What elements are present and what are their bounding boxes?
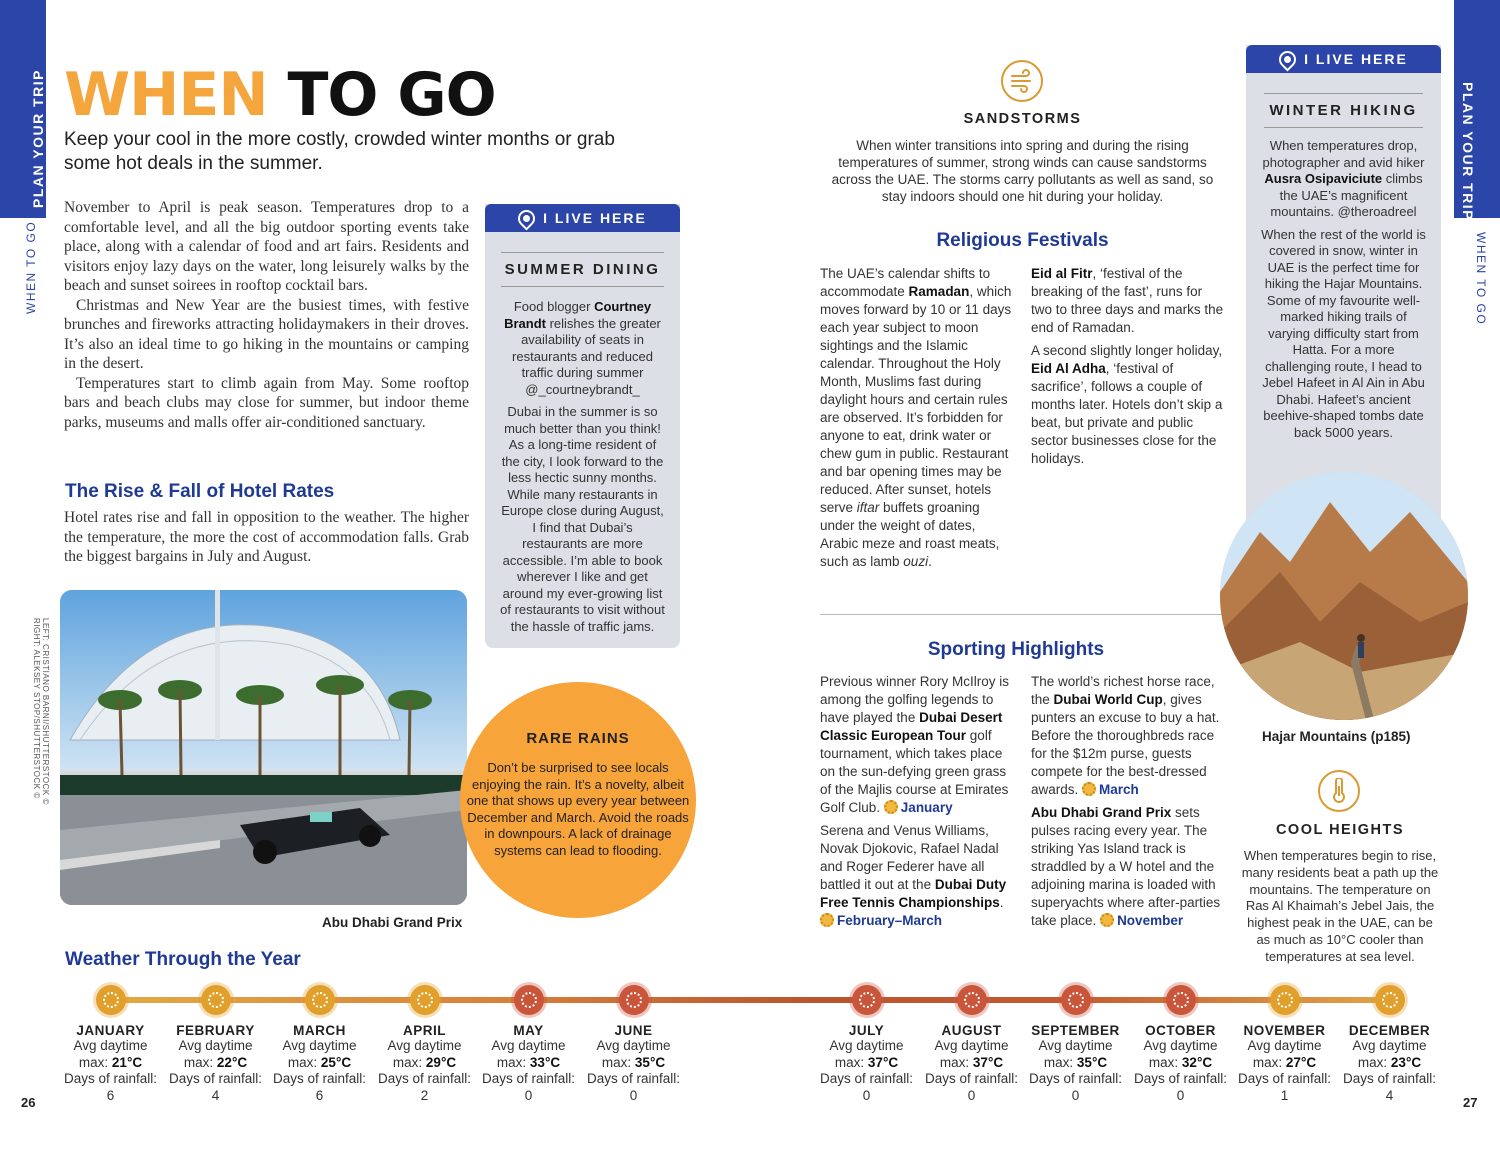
- sun-icon: [1375, 985, 1405, 1015]
- summer-box-quote: Dubai in the summer is so much better than you think! As a long-time resident of the city, I look forward to the less hectic sunny months. While many restaurants in Europe close during August, I find that Dubai’s restaurants are more accessible. I’m able to book wherever I like and get around my ever-growing list of restaurants to visit without the hassle of traffic jams.: [500, 404, 665, 634]
- sun-icon: [96, 985, 126, 1015]
- rainfall-days: 0: [862, 1087, 871, 1103]
- rainfall-label: Days of rainfall:: [586, 1071, 681, 1086]
- month-name: NOVEMBER: [1243, 1023, 1326, 1038]
- hajar-mountains-photo: [1220, 472, 1468, 720]
- avg-daytime-label: Avg daytime: [596, 1038, 671, 1053]
- rainfall-days: 0: [524, 1087, 533, 1103]
- sporting-column-2: The world’s richest horse race, the Dubai World Cup, gives punters an excuse to buy a hat. Before the thoroughbreds race for the $12m purse, guests compete for the best-dressed awards. March Abu Dhabi Grand Prix sets pulses racing every year. The striking Yas Island track is straddled by a W hotel and the adjoining marina is loaded with superyachts where after-parties take place. November: [1031, 674, 1221, 928]
- photo-credit-right: RIGHT: ALEKSEY STOP/SHUTTERSTOCK ©: [32, 618, 41, 799]
- sandstorm-icon: [1001, 60, 1043, 102]
- rainfall-days: 6: [315, 1087, 324, 1103]
- location-pin-icon: [515, 206, 539, 230]
- month-name: JUNE: [614, 1023, 653, 1038]
- max-temp: max: 27°C: [1252, 1054, 1317, 1070]
- weather-month: [58, 985, 163, 1104]
- sun-icon: [820, 913, 834, 927]
- sun-icon: [1166, 985, 1196, 1015]
- hike-caption: Hajar Mountains (p185): [1262, 729, 1411, 744]
- month-name: AUGUST: [941, 1023, 1002, 1038]
- body-paragraph-1: November to April is peak season. Temperatures drop to a comfortable level, and all the big outdoor sporting events take place, along with a calendar of food and art fairs. Residents and visitors enjoy lazy days on the water, long leisurely walks by the beach and sunset soirees in rooftop cocktail bars.: [64, 199, 469, 294]
- avg-daytime-label: Avg daytime: [1038, 1038, 1113, 1053]
- summer-dining-box: [485, 204, 680, 648]
- max-temp: max: 32°C: [1148, 1054, 1213, 1070]
- month-name: MARCH: [293, 1023, 346, 1038]
- winter-box-title: WINTER HIKING: [1264, 93, 1423, 128]
- rainfall-days: 1: [1280, 1087, 1289, 1103]
- sun-icon: [305, 985, 335, 1015]
- month-name: APRIL: [403, 1023, 446, 1038]
- weather-month: [919, 985, 1024, 1104]
- sun-icon: [1082, 782, 1096, 796]
- page-number-left: 26: [21, 1095, 36, 1110]
- grand-prix-photo: [60, 590, 467, 905]
- weather-month: [1128, 985, 1233, 1104]
- avg-daytime-label: Avg daytime: [178, 1038, 253, 1053]
- sun-icon: [619, 985, 649, 1015]
- rainfall-label: Days of rainfall:: [1133, 1071, 1228, 1086]
- event-date: November: [1117, 913, 1184, 928]
- sun-icon: [957, 985, 987, 1015]
- summer-box-header: [485, 204, 680, 232]
- sun-icon: [1100, 913, 1114, 927]
- rainfall-label: Days of rainfall:: [63, 1071, 158, 1086]
- rainfall-label: Days of rainfall:: [168, 1071, 263, 1086]
- rainfall-label: Days of rainfall:: [272, 1071, 367, 1086]
- month-name: MAY: [513, 1023, 544, 1038]
- religious-column-2: Eid al Fitr, ‘festival of the breaking of the fast’, runs for two to three days and marks the end of Ramadan. A second slightly longer holiday, Eid Al Adha, ‘festival of sacrifice’, follows a couple of months later. Hotels don’t skip a beat, but private and public sector businesses close for the holidays.: [1031, 266, 1224, 466]
- rainfall-label: Days of rainfall:: [377, 1071, 472, 1086]
- right-tab-label: PLAN YOUR TRIP: [1460, 82, 1476, 221]
- rainfall-label: Days of rainfall:: [1237, 1071, 1332, 1086]
- sun-icon: [201, 985, 231, 1015]
- summer-box-header-label: I LIVE HERE: [543, 210, 647, 226]
- weather-month: [814, 985, 919, 1104]
- cool-heights-title: COOL HEIGHTS: [1275, 822, 1405, 838]
- location-pin-icon: [1276, 47, 1300, 71]
- month-name: OCTOBER: [1145, 1023, 1216, 1038]
- sun-icon: [884, 800, 898, 814]
- max-temp: max: 25°C: [287, 1054, 352, 1070]
- section-divider: [820, 614, 1225, 615]
- summer-box-title: SUMMER DINING: [501, 252, 664, 287]
- max-temp: max: 35°C: [1043, 1054, 1108, 1070]
- winter-box-text: When temperatures drop, photographer and avid hiker Ausra Osipaviciute climbs the UAE’s magnificent mountains. @theroadreel When the rest of the world is covered in snow, winter in UAE is the perfect time for hiking the Hajar Mountains. Some of my favourite well-marked hiking trails of varying difficulty start from Hatta. For a more challenging route, I head to Jebel Hafeet in Al Ain in Abu Dhabi. Hafeet’s ancient beehive-shaped tombs date back 5000 years.: [1246, 128, 1441, 441]
- rainfall-days: 0: [1176, 1087, 1185, 1103]
- page-title-to-go: TO GO: [287, 60, 496, 130]
- rainfall-days: 6: [106, 1087, 115, 1103]
- thermometer-icon: [1318, 770, 1360, 812]
- page-number-right: 27: [1463, 1095, 1478, 1110]
- right-tab-sublabel: WHEN TO GO: [1474, 232, 1488, 326]
- avg-daytime-label: Avg daytime: [1247, 1038, 1322, 1053]
- month-name: SEPTEMBER: [1031, 1023, 1120, 1038]
- event-date: March: [1099, 782, 1139, 797]
- max-temp: max: 29°C: [392, 1054, 457, 1070]
- weather-month: [581, 985, 686, 1104]
- summer-box-text: Food blogger Courtney Brandt relishes the greater availability of seats in restaurants and reduced traffic during summer @_courtneybrandt_ Dubai in the summer is so much better than you think! As a long-time resident of the city, I look forward to the less hectic sunny months. While many restaurants in Europe close during August, I find that Dubai’s restaurants are more accessible. I’m able to book wherever I like and get around my ever-growing list of restaurants to visit without the hassle of traffic jams.: [500, 299, 665, 634]
- sun-icon: [514, 985, 544, 1015]
- rare-rains-title: RARE RAINS: [526, 730, 630, 747]
- body-paragraph-2: Christmas and New Year are the busiest times, with festive brunches and fireworks attracting holidaymakers in their droves. It’s also an ideal time to go hiking in the mountains or camping in the desert.: [64, 296, 469, 372]
- event-date: January: [900, 800, 953, 815]
- month-name: DECEMBER: [1348, 1023, 1431, 1038]
- rainfall-days: 4: [1385, 1087, 1394, 1103]
- weather-month: [1232, 985, 1337, 1104]
- sandstorms-title: SANDSTORMS: [963, 111, 1082, 127]
- weather-month: [372, 985, 477, 1104]
- winter-box-header: [1246, 45, 1441, 73]
- body-text: [64, 198, 469, 432]
- sun-icon: [410, 985, 440, 1015]
- avg-daytime-label: Avg daytime: [829, 1038, 904, 1053]
- rainfall-days: 0: [629, 1087, 638, 1103]
- avg-daytime-label: Avg daytime: [282, 1038, 357, 1053]
- month-name: FEBRUARY: [176, 1023, 255, 1038]
- month-name: JANUARY: [76, 1023, 145, 1038]
- body-paragraph-3: Temperatures start to climb again from May. Some rooftop bars and beach clubs may close for summer, but indoor theme parks, museums and malls offer air-conditioned sanctuary.: [64, 374, 469, 431]
- month-name: JULY: [848, 1023, 885, 1038]
- avg-daytime-label: Avg daytime: [387, 1038, 462, 1053]
- winter-box-quote: When the rest of the world is covered in snow, winter in UAE is the perfect time for hiking the Hajar Mountains. Some of my favourite well-marked hiking trails of varying difficulty start from Hatta. For a more challenging route, I head to Jebel Hafeet in Al Ain in Abu Dhabi. Hafeet’s ancient beehive-shaped tombs date back 5000 years.: [1261, 226, 1426, 440]
- weather-month: [163, 985, 268, 1104]
- rainfall-label: Days of rainfall:: [1342, 1071, 1437, 1086]
- blogger-name: Courtney Brandt: [504, 299, 652, 331]
- max-temp: max: 37°C: [834, 1054, 899, 1070]
- rare-rains-callout: [460, 682, 696, 918]
- religious-column-1: The UAE’s calendar shifts to accommodate Ramadan, which moves forward by 10 or 11 days each year subject to moon sightings and the Islamic calendar. Throughout the Holy Month, Muslims fast during daylight hours and certain rules are observed. It’s forbidden for anyone to eat, drink water or chew gum in public. Restaurant and bar opening times may be reduced. After sunset, hotels serve iftar buffets groaning under the weight of dates, Arabic meze and roast meats, such as lamb ouzi.: [820, 266, 1012, 569]
- avg-daytime-label: Avg daytime: [1352, 1038, 1427, 1053]
- rainfall-label: Days of rainfall:: [481, 1071, 576, 1086]
- max-temp: max: 22°C: [183, 1054, 248, 1070]
- rainfall-days: 0: [1071, 1087, 1080, 1103]
- sporting-column-1: Previous winner Rory McIlroy is among the golfing legends to have played the Dubai Desert Classic European Tour golf tournament, which takes place on the sun-defying green grass of the Majlis course at Emirates Golf Club. January Serena and Venus Williams, Novak Djokovic, Rafael Nadal and Roger Federer have all battled it out at the Dubai Duty Free Tennis Championships. February–March: [820, 674, 1010, 928]
- max-temp: max: 33°C: [496, 1054, 561, 1070]
- avg-daytime-label: Avg daytime: [491, 1038, 566, 1053]
- hotel-rates-heading: The Rise & Fall of Hotel Rates: [65, 481, 335, 502]
- weather-month: [267, 985, 372, 1104]
- cool-heights-text: When temperatures begin to rise, many residents beat a path up the mountains. The temperature on Ras Al Khaimah’s Jebel Jais, the highest peak in the UAE, can be as much as 10°C cooler than temperatures at sea level.: [1241, 848, 1439, 964]
- max-temp: max: 23°C: [1357, 1054, 1422, 1070]
- hotel-rates-text: Hotel rates rise and fall in opposition to the weather. The higher the temperature, the more the cost of accommodation falls. Grab the biggest bargains in July and August.: [64, 509, 469, 565]
- left-tab-sublabel: WHEN TO GO: [24, 220, 38, 314]
- page-title-when: WHEN: [64, 60, 268, 130]
- rainfall-label: Days of rainfall:: [924, 1071, 1019, 1086]
- rainfall-days: 0: [967, 1087, 976, 1103]
- sandstorms-text: When winter transitions into spring and during the rising temperatures of summer, strong winds can cause sandstorms across the UAE. The storms carry pollutants as well as sand, so stay indoors should one hit during your holiday.: [831, 138, 1214, 204]
- religious-festivals-heading: Religious Festivals: [936, 230, 1109, 251]
- intro-text: Keep your cool in the more costly, crowded winter months or grab some hot deals in the summer.: [64, 129, 615, 174]
- event-date: February–March: [837, 913, 943, 928]
- hiker-name: Ausra Osipaviciute: [1264, 171, 1383, 186]
- rainfall-days: 4: [211, 1087, 220, 1103]
- avg-daytime-label: Avg daytime: [1143, 1038, 1218, 1053]
- weather-month: [1023, 985, 1128, 1104]
- page-title: [64, 60, 496, 130]
- photo-credit-left: LEFT: CRISTIANO BARNI/SHUTTERSTOCK ©: [41, 618, 50, 805]
- weather-heading: Weather Through the Year: [65, 949, 301, 970]
- left-tab-label: PLAN YOUR TRIP: [30, 69, 46, 208]
- rainfall-label: Days of rainfall:: [819, 1071, 914, 1086]
- rare-rains-text: Don’t be surprised to see locals enjoying the rain. It’s a novelty, albeit one that shows up every year between December and March. Avoid the roads in downpours. A lack of drainage systems can lead to flooding.: [466, 760, 690, 858]
- avg-daytime-label: Avg daytime: [73, 1038, 148, 1053]
- rainfall-label: Days of rainfall:: [1028, 1071, 1123, 1086]
- sun-icon: [852, 985, 882, 1015]
- max-temp: max: 21°C: [78, 1054, 143, 1070]
- winter-box-header-label: I LIVE HERE: [1304, 51, 1408, 67]
- sun-icon: [1061, 985, 1091, 1015]
- grand-prix-caption: Abu Dhabi Grand Prix: [322, 915, 463, 930]
- weather-month: [476, 985, 581, 1104]
- sun-icon: [1270, 985, 1300, 1015]
- winter-hiking-box: [1246, 45, 1441, 525]
- max-temp: max: 37°C: [939, 1054, 1004, 1070]
- rainfall-days: 2: [420, 1087, 429, 1103]
- avg-daytime-label: Avg daytime: [934, 1038, 1009, 1053]
- max-temp: max: 35°C: [601, 1054, 666, 1070]
- sporting-highlights-heading: Sporting Highlights: [927, 639, 1105, 660]
- weather-month: [1337, 985, 1442, 1104]
